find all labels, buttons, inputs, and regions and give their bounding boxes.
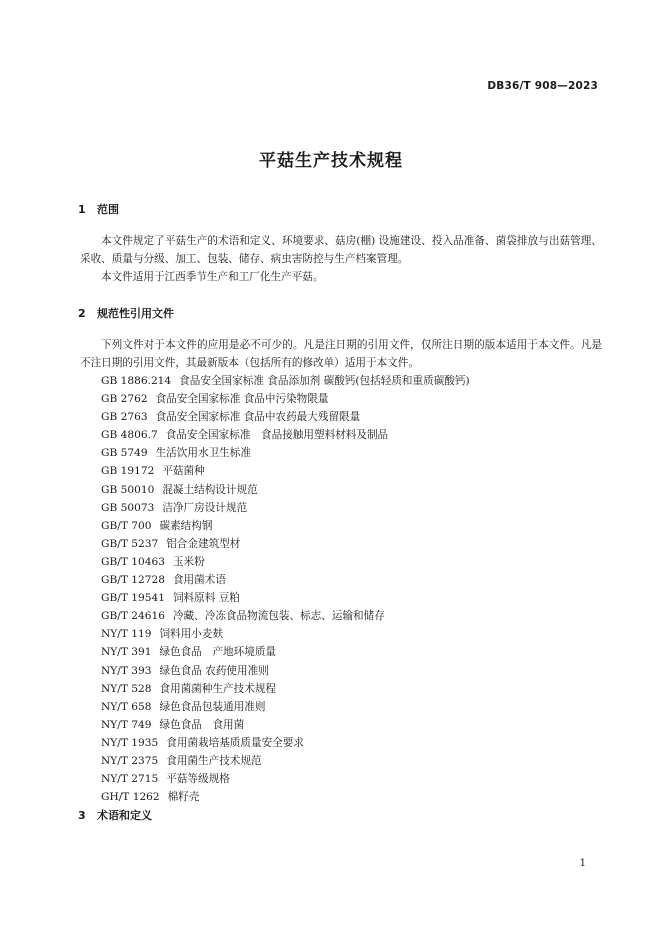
reference-code: GB 50073 xyxy=(101,501,155,514)
reference-title: 冷藏、冷冻食品物流包装、标志、运输和储存 xyxy=(172,610,385,623)
reference-code: GH/T 1262 xyxy=(101,791,160,804)
reference-code: NY/T 2375 xyxy=(101,754,159,767)
reference-title: 玉米粉 xyxy=(172,555,205,568)
reference-title: 混凝土结构设计规范 xyxy=(162,483,258,496)
reference-item xyxy=(101,553,470,571)
reference-item xyxy=(101,625,470,643)
reference-code: GB 19172 xyxy=(101,465,155,478)
reference-title: 食品安全国家标准 食品中污染物限量 xyxy=(155,393,329,406)
reference-code: GB 4806.7 xyxy=(101,429,158,442)
reference-item xyxy=(101,390,470,408)
section-title: 范围 xyxy=(97,203,119,216)
reference-code: GB 2763 xyxy=(101,411,148,424)
reference-item xyxy=(101,589,470,607)
reference-code: GB 50010 xyxy=(101,483,155,496)
reference-code: NY/T 119 xyxy=(101,628,152,641)
reference-item xyxy=(101,426,470,444)
reference-title: 食用菌生产技术规范 xyxy=(166,754,262,767)
document-title: 平菇生产技术规程 xyxy=(259,151,403,171)
section-number: 2 xyxy=(78,307,86,320)
reference-title: 平菇等级规格 xyxy=(166,773,230,786)
reference-title: 铝合金建筑型材 xyxy=(166,537,241,550)
reference-item xyxy=(101,462,470,480)
reference-title: 绿色食品 食用菌 xyxy=(159,718,245,731)
reference-title: 饲料用小麦麸 xyxy=(159,628,224,641)
reference-code: GB/T 24616 xyxy=(101,610,165,623)
references-intro-paragraph: 下列文件对于本文件的应用是必不可少的。凡是注日期的引用文件，仅所注日期的版本适用于本文件。凡是不注日期的引用文件，其最新版本（包括所有的修改单）适用于本文件。 xyxy=(80,339,602,369)
section-heading-normative-references xyxy=(78,305,174,321)
document-code: DB36/T 908—2023 xyxy=(487,80,598,92)
reference-item xyxy=(101,535,470,553)
reference-title: 绿色食品 产地环境质量 xyxy=(159,646,277,659)
reference-item xyxy=(101,770,470,788)
scope-paragraph-1: 本文件规定了平菇生产的术语和定义、环境要求、菇房(棚) 设施建设、投入品准备、菌袋排放与出菇管理、采收、质量与分级、加工、包装、储存、病虫害防控与生产档案管理。 xyxy=(80,235,602,265)
reference-code: GB/T 12728 xyxy=(101,574,165,587)
reference-title: 生活饮用水卫生标准 xyxy=(155,447,251,460)
reference-code: GB 2762 xyxy=(101,393,148,406)
section-title: 规范性引用文件 xyxy=(97,307,174,320)
reference-item xyxy=(101,752,470,770)
reference-code: GB/T 10463 xyxy=(101,555,165,568)
reference-title: 食品安全国家标准 食品添加剂 碳酸钙(包括轻质和重质碳酸钙) xyxy=(179,375,470,387)
reference-list xyxy=(101,372,470,806)
reference-code: NY/T 2715 xyxy=(101,773,159,786)
reference-title: 食用菌术语 xyxy=(172,574,226,587)
reference-code: NY/T 528 xyxy=(101,682,152,695)
reference-code: GB 1886.214 xyxy=(101,375,172,387)
reference-title: 食用菌菌种生产技术规程 xyxy=(159,682,277,695)
reference-item xyxy=(101,734,470,752)
reference-item xyxy=(101,499,470,517)
reference-title: 食品安全国家标准 食品接触用塑料材料及制品 xyxy=(165,429,389,442)
reference-title: 食品安全国家标准 食品中农药最大残留限量 xyxy=(155,411,361,424)
reference-code: NY/T 1935 xyxy=(101,736,159,749)
reference-code: NY/T 393 xyxy=(101,664,152,677)
section-number: 1 xyxy=(78,203,86,216)
reference-item xyxy=(101,571,470,589)
reference-title: 洁净厂房设计规范 xyxy=(162,501,248,514)
reference-title: 棉籽壳 xyxy=(167,791,200,804)
reference-item xyxy=(101,643,470,661)
reference-title: 饲料原料 豆粕 xyxy=(172,592,240,605)
reference-code: GB/T 19541 xyxy=(101,592,165,605)
reference-item xyxy=(101,788,470,806)
reference-item xyxy=(101,517,470,535)
reference-item xyxy=(101,680,470,698)
reference-item xyxy=(101,444,470,462)
section-number: 3 xyxy=(78,809,86,822)
reference-code: GB/T 700 xyxy=(101,519,152,532)
reference-title: 食用菌栽培基质质量安全要求 xyxy=(166,736,304,749)
reference-item xyxy=(101,698,470,716)
reference-code: GB/T 5237 xyxy=(101,537,159,550)
section-title: 术语和定义 xyxy=(97,809,152,822)
page-number: 1 xyxy=(579,858,586,869)
reference-item xyxy=(101,372,470,390)
reference-title: 绿色食品包装通用准则 xyxy=(159,700,266,713)
section-heading-scope xyxy=(78,201,119,217)
section-heading-terms xyxy=(78,807,152,823)
reference-code: NY/T 749 xyxy=(101,718,152,731)
reference-code: NY/T 658 xyxy=(101,700,152,713)
reference-title: 绿色食品 农药使用准则 xyxy=(159,664,269,677)
reference-title: 平菇菌种 xyxy=(162,465,205,478)
reference-code: GB 5749 xyxy=(101,447,148,460)
reference-item xyxy=(101,662,470,680)
reference-item xyxy=(101,408,470,426)
reference-item xyxy=(101,607,470,625)
reference-item xyxy=(101,716,470,734)
reference-title: 碳素结构钢 xyxy=(159,519,213,532)
reference-item xyxy=(101,481,470,499)
scope-paragraph-2: 本文件适用于江西季节生产和工厂化生产平菇。 xyxy=(101,271,324,283)
reference-code: NY/T 391 xyxy=(101,646,152,659)
